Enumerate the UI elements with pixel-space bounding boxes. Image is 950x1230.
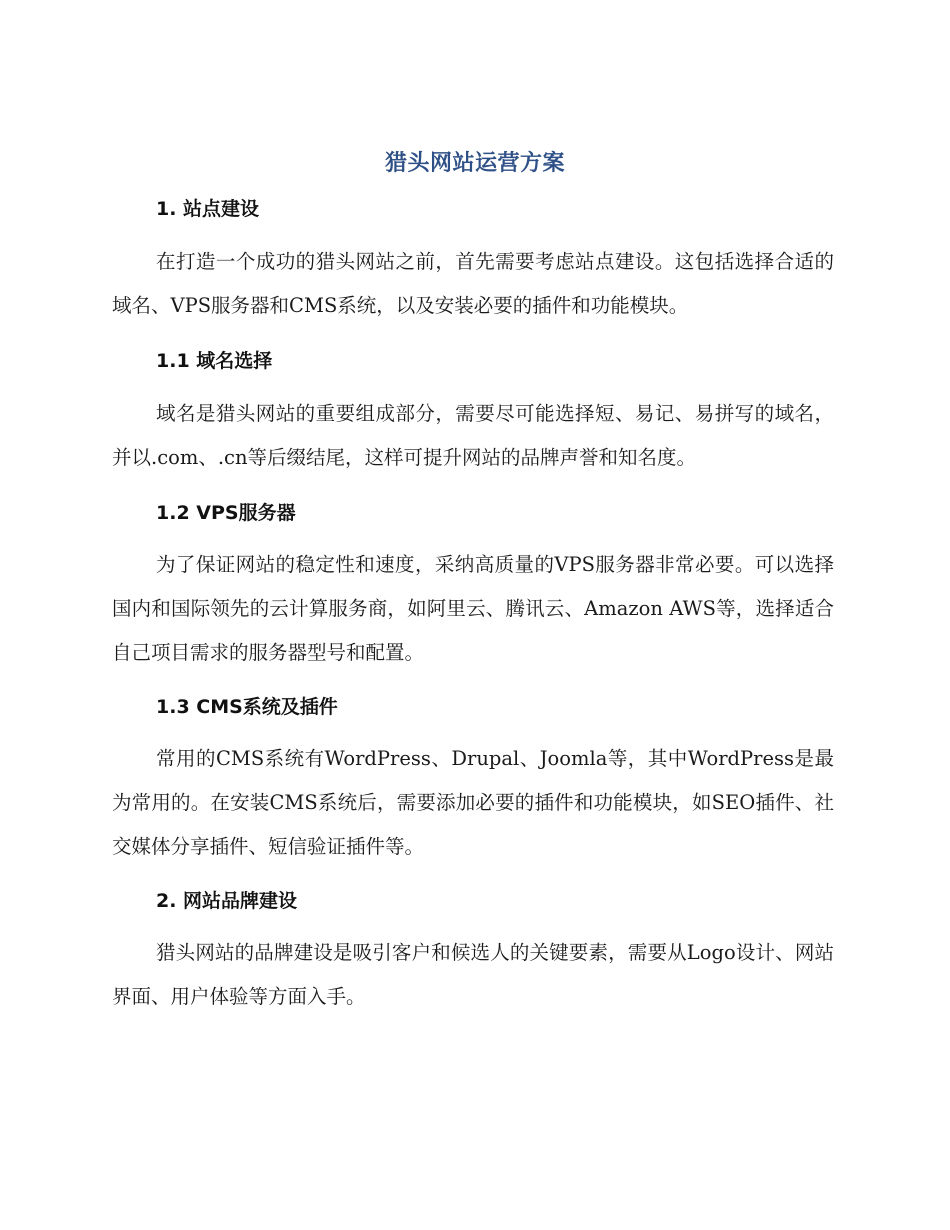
section-paragraph-vps: 为了保证网站的稳定性和速度，采纳高质量的VPS服务器非常必要。可以选择国内和国际领先的云计算服务商，如阿里云、腾讯云、Amazon AWS等，选择适合自己项目需求的服务器型号和配置。 — [112, 553, 834, 664]
section-paragraph-brand: 猎头网站的品牌建设是吸引客户和候选人的关键要素，需要从Logo设计、网站界面、用户体验等方面入手。 — [112, 941, 834, 1008]
section-paragraph-site-construction: 在打造一个成功的猎头网站之前，首先需要考虑站点建设。这包括选择合适的域名、VPS服务器和CMS系统，以及安装必要的插件和功能模块。 — [112, 250, 834, 317]
section-heading-cms: 1.3 CMS系统及插件 — [156, 696, 338, 718]
section-paragraph-domain: 域名是猎头网站的重要组成部分，需要尽可能选择短、易记、易拼写的域名，并以.com、.cn等后缀结尾，这样可提升网站的品牌声誉和知名度。 — [112, 402, 834, 469]
section-heading-domain: 1.1 域名选择 — [156, 350, 273, 372]
section-heading-site-construction: 1. 站点建设 — [156, 198, 260, 220]
document-title: 猎头网站运营方案 — [384, 151, 565, 176]
section-paragraph-cms: 常用的CMS系统有WordPress、Drupal、Joomla等，其中WordPress是最为常用的。在安装CMS系统后，需要添加必要的插件和功能模块，如SEO插件、社交媒体分享插件、短信验证插件等。 — [112, 747, 834, 858]
section-heading-brand: 2. 网站品牌建设 — [156, 890, 298, 912]
section-heading-vps: 1.2 VPS服务器 — [156, 502, 296, 524]
